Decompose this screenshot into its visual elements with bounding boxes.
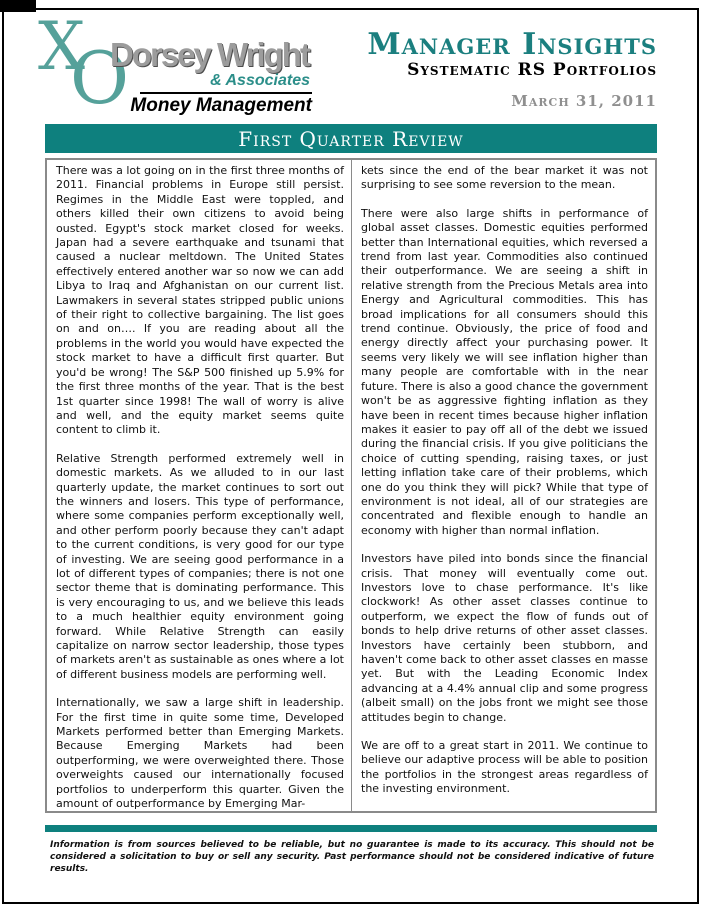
section-banner <box>45 124 657 153</box>
footer-disclaimer: Information is from sources believed to be reliable, but no guarantee is made to its accuracy. This should not be considered a solicitation to buy or sell any security. Past performance should not be considered indicative of future results. <box>50 840 654 874</box>
newsletter-title: Manager Insights <box>367 27 657 62</box>
logo-associates: & Associates <box>210 72 310 89</box>
article-paragraph: Relative Strength performed extremely well in domestic markets. As we alluded to in our last quarterly update, the market continues to sort out the winners and losers. This type of performance, where some companies perform exceptionally well, and other perform poorly because they can't adapt to the current conditions, is very good for our type of investing. We are seeing good performance in a lot of different types of companies; there is not one sector theme that is dominating performance. This is very encouraging to us, and we believe this leads to a much healthier equity environment going forward. While Relative Strength can easily capitalize on narrow sector leadership, those types of markets aren't as sustainable as ones where a lot of different business models are performing well. <box>56 451 344 681</box>
article-paragraph: Internationally, we saw a large shift in leadership. For the first time in quite some time, Developed Markets performed better than Emerging Markets. Because Emerging Markets had been outperforming, we were overweighted there. Those overweights caused our internationally focused portfolios to underperform this quarter. Given the amount of outperformance by Emerging Mar- <box>56 696 344 811</box>
article-paragraph: We are off to a great start in 2011. We continue to believe our adaptive process will be able to position the portfolios in the strongest areas regardless of the investing environment. <box>361 739 648 796</box>
masthead <box>367 27 657 80</box>
page-corner-tab <box>0 0 36 12</box>
section-title: First Quarter Review <box>238 126 464 151</box>
article-body <box>45 158 657 813</box>
article-paragraph: kets since the end of the bear market it was not surprising to see some reversion to the mean. <box>361 164 648 192</box>
issue-date: March 31, 2011 <box>511 92 657 110</box>
article-paragraph: Investors have piled into bonds since the financial crisis. That money will eventually come out. Investors love to chase performance. It's like clockwork! As other asset classes continue to outperform, we expect the flow of funds out of bonds to help drive returns of other asset classes. Investors have certainly been stubborn, and haven't come back to other asset classes en masse yet. But with the Leading Economic Index advancing at a 4.4% annual clip and some progress (albeit small) on the jobs front we might see those attitudes begin to change. <box>361 552 648 724</box>
logo-company-name: Dorsey Wright <box>110 36 309 73</box>
logo-monogram-x: X <box>38 8 85 85</box>
article-paragraph: There was a lot going on in the first three months of 2011. Financial problems in Europe still persist. Regimes in the Middle East were toppled, and others killed their own citizens to avoid being ousted. Egypt's stock market closed for weeks. Japan had a severe earthquake and tsunami that caused a nuclear meltdown. The United States effectively entered another war so now we can add Libya to Iraq and Afghanistan on our current list. Lawmakers in several states stripped public unions of their right to collective bargaining. The list goes on and on…. If you are reading about all the problems in the world you would have expected the stock market to have a difficult first quarter. But you'd be wrong! The S&P 500 finished up 5.9% for the first three months of the year. That is the best 1st quarter since 1998! The wall of worry is alive and well, and the equity market seems quite content to climb it. <box>56 164 344 437</box>
logo-divider-rule <box>140 92 312 94</box>
logo-monogram-o: O <box>70 36 130 120</box>
newsletter-subtitle: Systematic RS Portfolios <box>407 60 657 80</box>
footer-rule-bar <box>45 825 657 832</box>
article-left-column <box>47 160 351 811</box>
article-right-column <box>351 160 655 811</box>
logo-tagline: Money Management <box>130 95 312 116</box>
article-paragraph: There were also large shifts in performance of global asset classes. Domestic equities performed better than International equities, which reversed a trend from last year. Commodities also continued their outperformance. We are seeing a shift in relative strength from the Precious Metals area into Energy and Agricultural commodities. This has broad implications for all consumers should this trend continue. Obviously, the price of food and energy directly affect your purchasing power. It seems very likely we will see inflation higher than many people are comfortable with in the near future. There is also a good chance the government won't be as aggressive fighting inflation as they have been in recent times because higher inflation makes it easier to pay off all of the debt we issued during the financial crisis. If you give politicians the choice of cutting spending, raising taxes, or just letting inflation take care of their problems, which one do you think they will pick? While that type of environment is not ideal, all of our strategies are concentrated and flexible enough to handle an economy with higher than normal inflation. <box>361 206 648 537</box>
